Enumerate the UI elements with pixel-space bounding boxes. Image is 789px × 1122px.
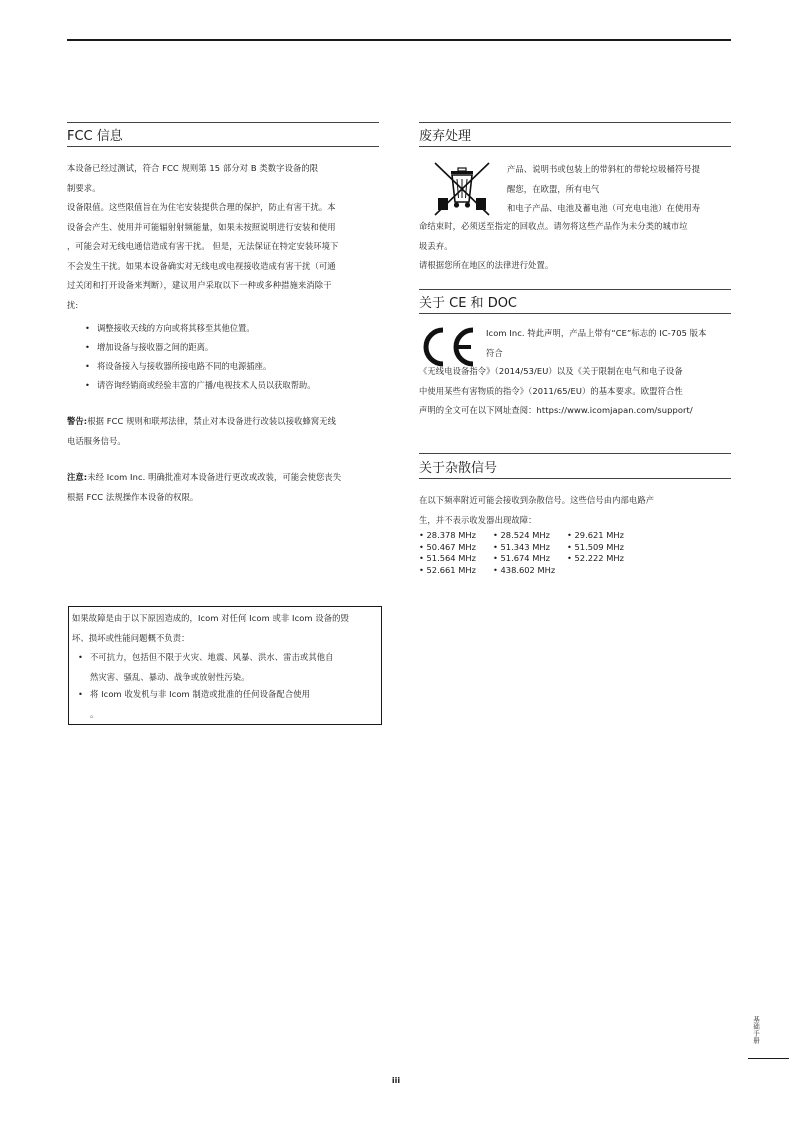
frequency-row	[419, 565, 719, 577]
fcc-caution	[67, 468, 382, 507]
frequency-row	[419, 553, 719, 565]
top-rule	[67, 39, 731, 41]
ce-text-right	[486, 324, 736, 363]
fcc-line: 本设备已经过测试，符合 FCC 规则第 15 部分对 B 类数字设备的限	[67, 163, 319, 173]
disposal-line: 和电子产品、电池及蓄电池（可充电电池）在使用寿	[507, 203, 701, 213]
ce-line: Icom Inc. 特此声明，产品上带有“CE”标志的 IC-705 版本	[486, 328, 707, 338]
disclaimer-bullet-line: • 不可抗力，包括但不限于火灾、地震、风暴、洪水、雷击或其他自	[78, 648, 378, 668]
disposal-title-rule	[419, 122, 731, 123]
fcc-bullet-list	[85, 319, 385, 395]
warning-label: 警告:	[67, 416, 88, 426]
spurious-title-underline	[419, 478, 731, 479]
ce-line: 符合	[486, 347, 503, 358]
caution-label: 注意:	[67, 472, 88, 482]
frequency-list	[419, 530, 719, 576]
caution-text: 未经 Icom Inc. 明确批准对本设备进行更改或改装，可能会使您丧失	[87, 472, 342, 482]
disclaimer-bullet-line: 。	[90, 708, 99, 719]
disposal-text-full	[419, 217, 739, 276]
fcc-bullet-item: • 调整接收天线的方向或将其移至其他位置。	[85, 319, 385, 338]
disposal-line: 醒您，在欧盟，所有电气	[507, 183, 600, 194]
disposal-line: 产品、说明书或包装上的带斜杠的带轮垃圾桶符号提	[507, 164, 701, 174]
spurious-title-rule	[419, 453, 731, 454]
spurious-section-title: 关于杂散信号	[419, 461, 498, 476]
frequency-item: • 50.467 MHz	[419, 541, 476, 552]
ce-title-rule	[419, 289, 731, 290]
frequency-item: • 51.343 MHz	[493, 541, 550, 552]
spurious-line: 在以下频率附近可能会接收到杂散信号。这些信号由内部电路产	[419, 495, 655, 505]
disclaimer-bullet-line: • 将 Icom 收发机与非 Icom 制造或批准的任何设备配合使用	[78, 685, 378, 705]
fcc-line: 设备会产生、使用并可能辐射射频能量，如果未按照说明进行安装和使用	[67, 221, 336, 232]
ce-section-title: 关于 CE 和 DOC	[419, 296, 518, 311]
ce-line: 《无线电设备指令》（2014/53/EU）以及《关于限制在电气和电子设备	[419, 366, 683, 376]
fcc-section-title: FCC 信息	[67, 129, 123, 144]
fcc-body	[67, 159, 382, 315]
ce-line: 声明的全文可在以下网址查阅：https://www.icomjapan.com/support/	[419, 405, 693, 415]
crossed-out-bin-icon	[431, 161, 493, 219]
fcc-line: 扰:	[67, 299, 79, 310]
disclaimer-line: 如果故障是由于以下原因造成的，Icom 对任何 Icom 或非 Icom 设备的毁	[72, 613, 349, 623]
disposal-line: 命结束时，必须送至指定的回收点。请勿将这些产品作为未分类的城市垃	[419, 221, 688, 231]
disposal-text-right	[507, 160, 737, 219]
frequency-item	[567, 565, 641, 577]
fcc-bullet-item: • 增加设备与接收器之间的距离。	[85, 338, 385, 357]
frequency-row	[419, 542, 719, 554]
disposal-title-underline	[419, 146, 731, 147]
ce-title-underline	[419, 313, 731, 314]
disposal-line: 圾丢弃。	[419, 240, 453, 251]
fcc-bullet-item: • 将设备接入与接收器所接电路不同的电源插座。	[85, 357, 385, 376]
disclaimer-line: 坏、损坏或性能问题概不负责：	[72, 632, 190, 643]
frequency-item: • 29.621 MHz	[567, 530, 624, 540]
frequency-item: • 438.602 MHz	[493, 564, 556, 575]
disposal-section-title: 废弃处理	[419, 129, 472, 144]
frequency-row	[419, 530, 719, 542]
ce-line: 中使用某些有害物质的指令》（2011/65/EU）的基本要求。欧盟符合性	[419, 385, 683, 396]
disclaimer-bullet-1	[78, 648, 378, 687]
fcc-title-underline	[67, 146, 379, 147]
fcc-line: 设备限值。这些限值旨在为住宅安装提供合理的保护，防止有害干扰。本	[67, 202, 336, 212]
fcc-title-rule	[67, 122, 379, 123]
fcc-warning	[67, 412, 382, 451]
disclaimer-bullet-line: 然灾害、骚乱、暴动、战争或放射性污染。	[90, 671, 250, 682]
caution-text-cont: 根据 FCC 法规操作本设备的权限。	[67, 491, 199, 502]
fcc-line: 不会发生干扰。如果本设备确实对无线电或电视接收造成有害干扰（可通	[67, 260, 336, 271]
side-tab-rule	[748, 1058, 789, 1059]
fcc-line: 制要求。	[67, 182, 101, 193]
disclaimer-box	[68, 606, 382, 725]
disposal-line: 请根据您所在地区的法律进行处置。	[419, 260, 554, 270]
ce-text-full	[419, 362, 739, 421]
fcc-bullet-item: • 请咨询经销商或经验丰富的广播/电视技术人员以获取帮助。	[85, 376, 385, 395]
side-tab-label: 基础手册	[752, 1016, 760, 1044]
frequency-item: • 51.564 MHz	[419, 553, 476, 564]
frequency-item: • 52.661 MHz	[419, 564, 476, 575]
page-number: iii	[391, 1076, 401, 1085]
frequency-item: • 28.524 MHz	[493, 530, 550, 540]
warning-text: 根据 FCC 规则和联邦法律，禁止对本设备进行改装以接收蜂窝无线	[87, 416, 337, 426]
frequency-item: • 51.509 MHz	[567, 541, 624, 552]
fcc-line: ，可能会对无线电通信造成有害干扰。 但是，无法保证在特定安装环境下	[67, 241, 339, 251]
warning-text-cont: 电话服务信号。	[67, 435, 126, 446]
frequency-item: • 52.222 MHz	[567, 553, 624, 564]
disclaimer-bullet-2	[78, 685, 378, 724]
frequency-item: • 51.674 MHz	[493, 553, 550, 564]
fcc-line: 过关闭和打开设备来判断），建议用户采取以下一种或多种措施来消除干	[67, 280, 332, 290]
frequency-item: • 28.378 MHz	[419, 530, 476, 540]
spurious-line: 生，并不表示收发器出现故障：	[419, 514, 537, 525]
spurious-text	[419, 491, 739, 530]
